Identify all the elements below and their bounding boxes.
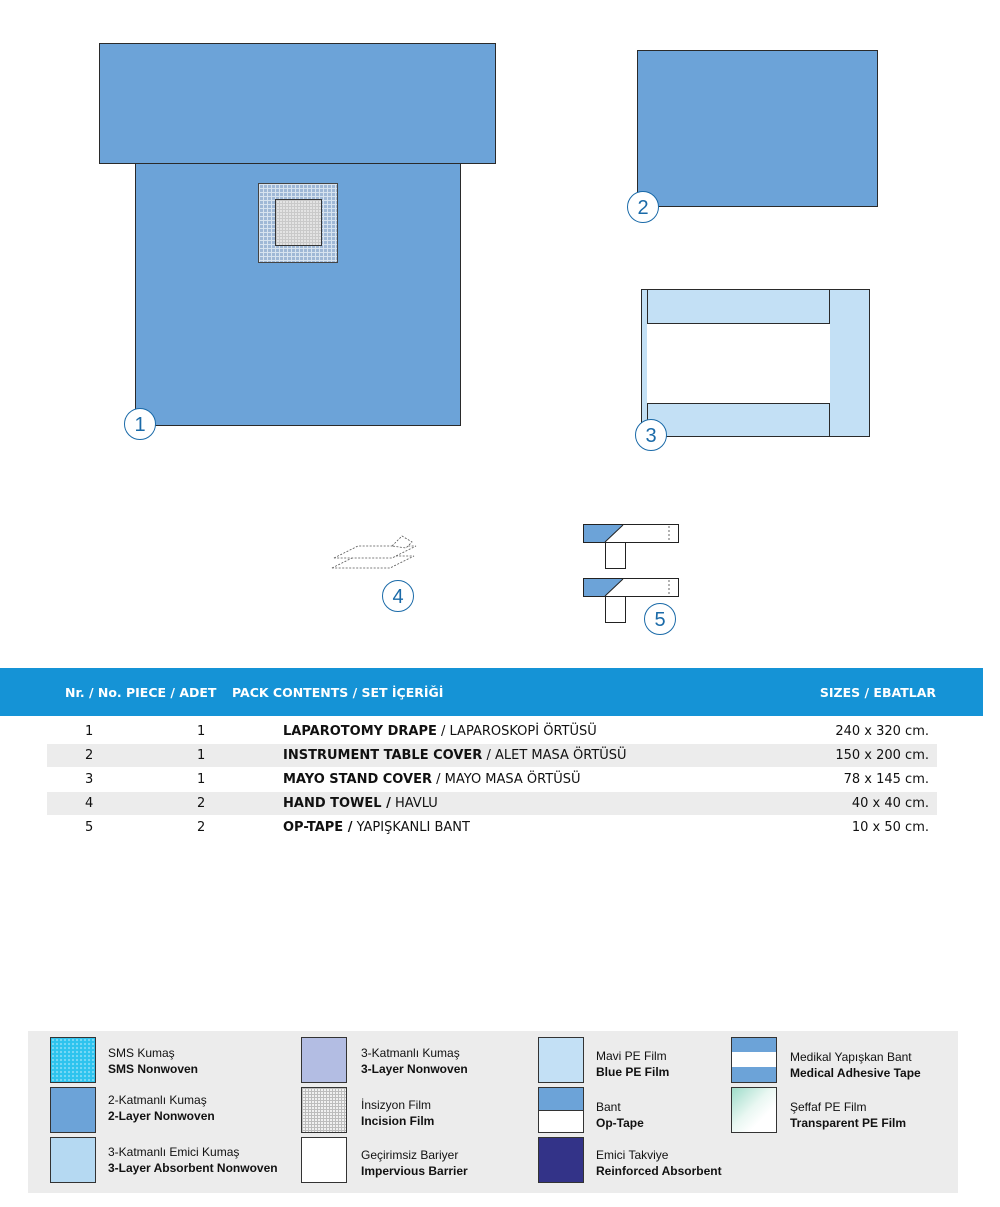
item-number-badge-1: 1: [124, 408, 156, 440]
row-piece: 2: [197, 796, 206, 811]
row-size: 40 x 40 cm.: [851, 796, 929, 811]
legend-en: SMS Nonwoven: [108, 1062, 199, 1076]
three-layer-swatch: [301, 1037, 347, 1083]
header-contents: PACK CONTENTS / SET İÇERİĞİ: [232, 685, 444, 700]
legend-label: [361, 1097, 434, 1129]
row-name-en: HAND TOWEL /: [283, 796, 391, 811]
row-size: 240 x 320 cm.: [835, 724, 929, 739]
row-nr: 1: [85, 724, 94, 739]
legend-label: [596, 1147, 722, 1179]
row-contents: [283, 796, 438, 811]
legend-en: Op-Tape: [596, 1116, 644, 1130]
table-row: [47, 816, 937, 839]
legend-en: Impervious Barrier: [361, 1164, 468, 1178]
legend-tr: SMS Kumaş: [108, 1046, 175, 1060]
incision-film-window: [275, 199, 322, 246]
reinforced-absorbent-swatch: [538, 1137, 584, 1183]
legend-label: [790, 1049, 921, 1081]
item-number-badge-4: 4: [382, 580, 414, 612]
header-piece: PIECE / ADET: [126, 685, 217, 700]
row-nr: 2: [85, 748, 94, 763]
row-piece: 1: [197, 724, 206, 739]
table-row: [47, 744, 937, 767]
row-name-tr: / ALET MASA ÖRTÜSÜ: [482, 748, 627, 763]
op-tape-drawing-top: [583, 524, 681, 570]
legend-tr: Şeffaf PE Film: [790, 1100, 867, 1114]
row-nr: 3: [85, 772, 94, 787]
contents-table-header: [0, 668, 983, 716]
legend-en: Blue PE Film: [596, 1065, 670, 1079]
legend-tr: İnsizyon Film: [361, 1098, 432, 1112]
row-contents: [283, 820, 470, 835]
row-contents: [283, 748, 627, 763]
legend-tr: 3-Katmanlı Kumaş: [361, 1046, 460, 1060]
row-name-tr: / LAPAROSKOPİ ÖRTÜSÜ: [436, 724, 597, 739]
hand-towel-drawing: [328, 532, 420, 574]
legend-label: [108, 1092, 215, 1124]
three-layer-absorbent-swatch: [50, 1137, 96, 1183]
legend-tr: Emici Takviye: [596, 1148, 669, 1162]
row-size: 10 x 50 cm.: [851, 820, 929, 835]
table-row: [47, 792, 937, 815]
legend-tr: Bant: [596, 1100, 621, 1114]
two-layer-swatch: [50, 1087, 96, 1133]
legend-label: [596, 1099, 644, 1131]
row-name-tr: / MAYO MASA ÖRTÜSÜ: [431, 772, 581, 787]
op-tape-swatch: [538, 1087, 584, 1133]
legend-en: Medical Adhesive Tape: [790, 1066, 921, 1080]
row-name-en: MAYO STAND COVER: [283, 772, 432, 787]
row-piece: 2: [197, 820, 206, 835]
item-number-badge-5: 5: [644, 603, 676, 635]
row-nr: 4: [85, 796, 94, 811]
legend-en: 3-Layer Absorbent Nonwoven: [108, 1161, 278, 1175]
drape-top-panel: [99, 43, 496, 164]
incision-film-swatch: [301, 1087, 347, 1133]
legend-label: [108, 1144, 278, 1176]
row-name-en: INSTRUMENT TABLE COVER: [283, 748, 483, 763]
header-nr: Nr. / No.: [65, 685, 122, 700]
item-number-badge-2: 2: [627, 191, 659, 223]
legend-tr: Geçirimsiz Bariyer: [361, 1148, 459, 1162]
material-legend: [28, 1031, 958, 1193]
row-nr: 5: [85, 820, 94, 835]
table-row: [47, 768, 937, 791]
row-piece: 1: [197, 772, 206, 787]
row-contents: [283, 772, 580, 787]
row-piece: 1: [197, 748, 206, 763]
legend-tr: 3-Katmanlı Emici Kumaş: [108, 1145, 240, 1159]
legend-en: 2-Layer Nonwoven: [108, 1109, 215, 1123]
item-number-badge-3: 3: [635, 419, 667, 451]
legend-label: [596, 1048, 669, 1080]
transparent-pe-film-swatch: [731, 1087, 777, 1133]
impervious-barrier-swatch: [301, 1137, 347, 1183]
legend-label: [790, 1099, 906, 1131]
row-name-en: LAPAROTOMY DRAPE: [283, 724, 437, 739]
row-name-tr: YAPIŞKANLI BANT: [352, 820, 470, 835]
header-sizes: SIZES / EBATLAR: [819, 685, 936, 700]
legend-label: [108, 1045, 198, 1077]
legend-tr: Medikal Yapışkan Bant: [790, 1050, 912, 1064]
legend-en: Reinforced Absorbent: [596, 1164, 722, 1178]
legend-en: Transparent PE Film: [790, 1116, 907, 1130]
row-name-tr: HAVLU: [390, 796, 438, 811]
row-size: 78 x 145 cm.: [843, 772, 929, 787]
legend-label: [361, 1045, 468, 1077]
legend-tr: 2-Katmanlı Kumaş: [108, 1093, 207, 1107]
legend-label: [361, 1147, 468, 1179]
legend-en: Incision Film: [361, 1114, 435, 1128]
table-row: [47, 720, 937, 743]
table-cover-panel: [637, 50, 878, 207]
sms-swatch: [50, 1037, 96, 1083]
medical-adhesive-tape-swatch: [731, 1037, 777, 1083]
mayo-cover-white-center: [647, 323, 830, 404]
row-name-en: OP-TAPE /: [283, 820, 353, 835]
blue-pe-film-swatch: [538, 1037, 584, 1083]
row-size: 150 x 200 cm.: [835, 748, 929, 763]
row-contents: [283, 724, 597, 739]
legend-en: 3-Layer Nonwoven: [361, 1062, 468, 1076]
legend-tr: Mavi PE Film: [596, 1049, 667, 1063]
